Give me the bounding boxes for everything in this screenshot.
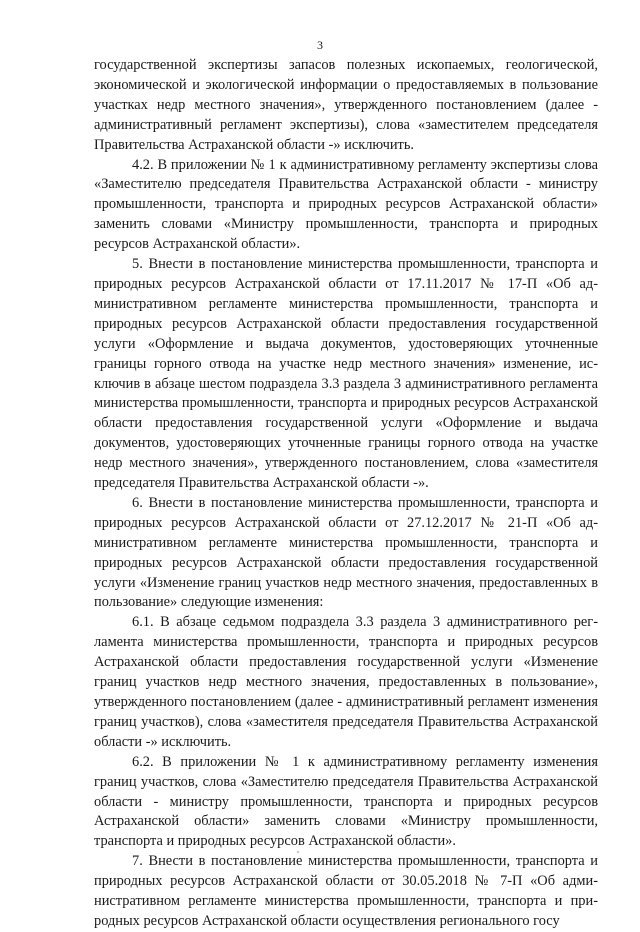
scan-speck bbox=[297, 851, 299, 853]
paragraph-6-2: 6.2. В приложении № 1 к административному регламенту изменения границ участков, слова «Заместителю председателя Правительства Астраханской области - министру промышленности, транспорта и природных ресурсов Астраханской области» заменить словами «Министру промышленности, транспорта и природных ресурсов Астраханской области». bbox=[94, 753, 598, 850]
page-number: 3 bbox=[317, 38, 323, 52]
paragraph-6: 6. Внести в постановление министерства промышленности, транспорта и природных ресурсов Астраханской области от 27.12.2017 № 21-П «Об административном регламенте министерства промышленности, транспорта и природных ресурсов Астраханской области предоставления государственной услуги «Изменение границ участков недр местного значения, предоставленных в пользование» следующие изменения: bbox=[94, 494, 598, 611]
paragraph-4-2: 4.2. В приложении № 1 к административному регламенту экспертизы слова «Заместителю председателя Правительства Астраханской области - министру промышленности, транспорта и природных ресурсов Астраханской области» заменить словами «Министру промышленности, транспорта и природных ресурсов Астраханской области». bbox=[94, 156, 598, 253]
paragraph-5: 5. Внести в постановление министерства промышленности, транспорта и природных ресурсов Астраханской области от 17.11.2017 № 17-П «Об административном регламенте министерства промышленности, транспорта и природных ресурсов Астраханской области предоставления государственной услуги «Оформление и выдача документов, удостоверяющих уточненные границы горного отвода на участке недр местного значения» изменение, исключив в абзаце шестом подраздела 3.3 раздела 3 административного регламента министерства промышленности, транспорта и природных ресурсов Астраханской области предоставления государственной услуги «Оформление и выдача документов, удостоверяющих уточненные границы горного отвода на участке недр местного значения», утвержденного постановлением, слова «заместителя председателя Правительства Астраханской области -». bbox=[94, 256, 598, 492]
paragraph-6-1: 6.1. В абзаце седьмом подраздела 3.3 раздела 3 административного регламента министерства промышленности, транспорта и природных ресурсов Астраханской области предоставления государственной услуги «Изменение границ участков недр местного значения, предоставленных в пользование», утвержденного постановлением (далее - административный регламент изменения границ участков), слова «заместителя председателя Правительства Астраханской области -» исключить. bbox=[94, 614, 598, 750]
document-body bbox=[94, 56, 598, 932]
paragraph-7: 7. Внести в постановление министерства промышленности, транспорта и природных ресурсов Астраханской области от 30.05.2018 № 7-П «Об административном регламенте министерства промышленности, транспорта и природных ресурсов Астраханской области осуществления регионального госу bbox=[94, 853, 598, 929]
paragraph-continuation: государственной экспертизы запасов полезных ископаемых, геологической, экономической и экологической информации о предоставляемых в пользование участках недр местного значения», утвержденного постановлением (далее - административный регламент экспертизы), слова «заместителем председателя Правительства Астраханской области -» исключить. bbox=[94, 57, 598, 153]
